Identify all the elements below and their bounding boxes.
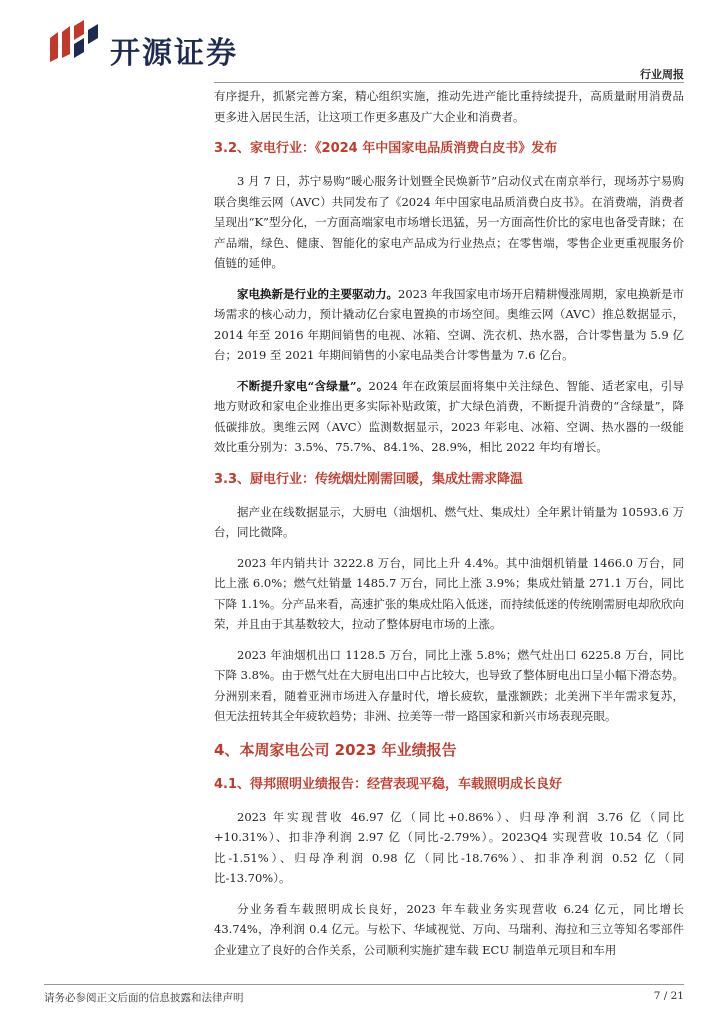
paragraph: 分业务看车载照明成长良好，2023 年车载业务实现营收 6.24 亿元，同比增长 43.74%，净利润 0.4 亿元。与松下、华域视觉、万向、马瑞利、海拉和三立等知名零部件企业建立了良好的合作关系，公司顺利实施扩建车载 ECU 制造单元项目和车用 [214, 901, 684, 957]
section-number: 4、 [214, 740, 240, 759]
section-number: 3.2、 [214, 141, 251, 156]
paragraph: 据产业在线数据显示，大厨电（油烟机、燃气灶、集成灶）全年累计销量为 10593.6 万台，同比微降。 [214, 504, 684, 539]
paragraph: 2023 年油烟机出口 1128.5 万台，同比上涨 5.8%；燃气灶出口 6225.8 万台，同比下降 3.8%。由于燃气灶在大厨电出口中占比较大，也导致了整体厨电出口呈小幅下滑态势。分洲别来看，随着亚洲市场进入存量时代，增长疲软，量涨额跌；北美洲下半年需求复苏，但无法扭转其全年疲软趋势；非洲、拉美等一带一路国家和新兴市场表现亮眼。 [214, 647, 684, 723]
section-title: 厨电行业：传统烟灶刚需回暖，集成灶需求降温 [250, 471, 524, 487]
paragraph: 2023 年内销共计 3222.8 万台，同比上升 4.4%。其中油烟机销量 1466.0 万台，同比上涨 6.0%；燃气灶销量 1485.7 万台，同比上涨 3.9%；集成灶销量 271.1 万台，同比下降 1.1%。分产品来看，高速扩张的集成灶陷入低迷，而持续低迷的传统刚需厨电却欣欣向荣，并且由于其基数较大，拉动了整体厨电市场的上涨。 [214, 555, 684, 631]
page-header [44, 18, 684, 81]
report-body [214, 86, 684, 970]
section-title: 本周家电公司 2023 年业绩报告 [239, 740, 457, 759]
brand-name: 开源证券 [110, 36, 238, 71]
paragraph [214, 376, 684, 458]
intro-paragraph: 有序提升，抓紧完善方案，精心组织实施，推动先进产能比重持续提升，高质量耐用消费品更多进入居民生活，让这项工作更多惠及广大企业和消费者。 [214, 89, 684, 124]
section-title: 得邦照明业绩报告：经营表现平稳，车载照明成长良好 [250, 776, 563, 792]
section-heading-4-1 [214, 773, 684, 797]
paragraph-lead: 不断提升家电“含绿量”。 [237, 378, 369, 393]
paragraph [214, 284, 684, 366]
paragraph-text: 2023 年我国家电市场开启精耕慢涨周期，家电换新是市场需求的核心动力，预计撬动亿台家电置换的市场空间。奥维云网（AVC）推总数据显示，2014 年至 2016 年期间销售的电视、冰箱、空调、洗衣机、热水器，合计零售量为 5.9 亿台；2019 至 2021 年期间销售的小家电品类合计零售量为 7.6 亿台。 [214, 286, 684, 362]
paragraph-text: 2024 年在政策层面将集中关注绿色、智能、适老家电，引导地方财政和家电企业推出更多实际补贴政策，扩大绿色消费，不断提升消费的“含绿量”，降低碳排放。奥维云网（AVC）监测数据显示，2023 年彩电、冰箱、空调、热水器的一级能效比重分别为：3.5%、75.7%、84.1%、28.9%，相比 2022 年均有增长。 [214, 378, 684, 454]
kaiyuan-logo-icon [44, 18, 104, 68]
header-divider [214, 82, 684, 83]
paragraph: 2023 年实现营收 46.97 亿（同比+0.86%）、归母净利润 3.76 亿（同比+10.31%）、扣非净利润 2.97 亿（同比-2.79%）。2023Q4 实现营收 10.54 亿（同比-1.51%）、归母净利润 0.98 亿（同比-18.76%）、扣非净利润 0.52 亿（同比-13.70%）。 [214, 809, 684, 885]
section-heading-3-2 [214, 137, 684, 161]
page-number: 7 / 21 [653, 990, 684, 1002]
paragraph: 3 月 7 日，苏宁易购“暖心服务计划暨全民焕新节”启动仪式在南京举行，现场苏宁易购联合奥维云网（AVC）共同发布了《2024 年中国家电品质消费白皮书》。在消费端，消费者呈现出“K”型分化，一方面高端家电市场增长迅猛，另一方面高性价比的家电也备受青睐；在产品端，绿色、健康、智能化的家电产品成为行业热点；在零售端，零售企业更重视服务价值链的延伸。 [214, 174, 684, 270]
section-number: 4.1、 [214, 776, 251, 792]
page-footer [44, 984, 684, 1008]
footer-divider [44, 984, 684, 985]
paragraph-lead: 家电换新是行业的主要驱动力。 [237, 286, 399, 301]
section-heading-3-3 [214, 468, 684, 492]
legal-disclaimer: 请务必参阅正文后面的信息披露和法律声明 [44, 992, 244, 1004]
report-type-label: 行业周报 [640, 68, 684, 81]
section-title: 家电行业：《2024 年中国家电品质消费白皮书》发布 [250, 141, 558, 156]
section-heading-4 [214, 737, 684, 763]
section-number: 3.3、 [214, 471, 251, 487]
